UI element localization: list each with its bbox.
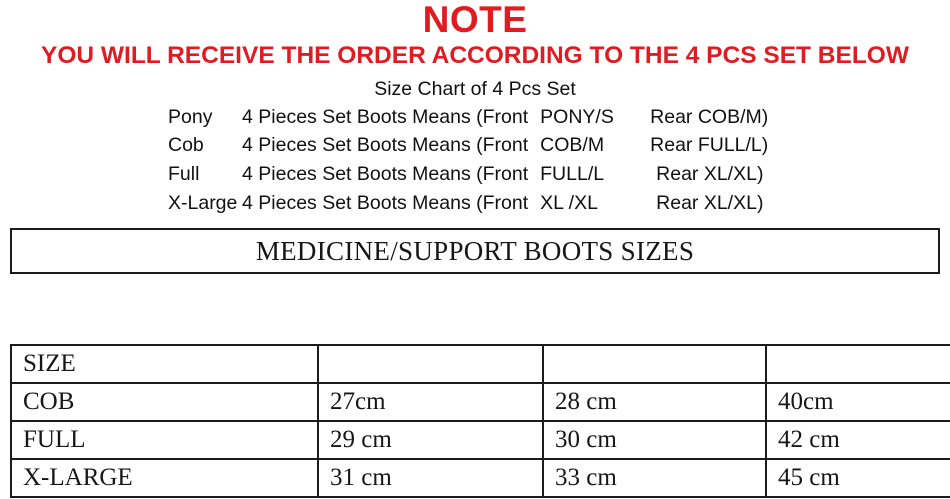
set-row-size: Pony (168, 105, 213, 128)
set-row-front: XL /XL (540, 191, 598, 214)
set-chart-rows (0, 103, 950, 218)
size-chart-page (0, 1, 950, 499)
table-cell: X-LARGE (11, 459, 318, 497)
table-cell: 33 cm (543, 459, 766, 497)
set-row-size: Cob (168, 134, 204, 157)
set-row-front: COB/M (540, 134, 605, 157)
set-row-size: X-Large (168, 191, 238, 214)
table-cell: 29 cm (318, 421, 543, 459)
table-row (11, 383, 950, 421)
note-title: NOTE (422, 0, 528, 40)
set-row-text: 4 Pieces Set Boots Means (Front (242, 134, 529, 157)
table-row (11, 421, 950, 459)
set-chart-row (168, 160, 950, 189)
table-cell: COB (11, 383, 318, 421)
set-row-front: FULL/L (540, 163, 605, 186)
table-cell (766, 345, 950, 383)
table-cell: 27cm (318, 383, 543, 421)
note-subtitle: YOU WILL RECEIVE THE ORDER ACCORDING TO THE 4 PCS SET BELOW (40, 42, 909, 69)
set-row-text: 4 Pieces Set Boots Means (Front (242, 191, 529, 214)
banner-title: MEDICINE/SUPPORT BOOTS SIZES (255, 235, 695, 266)
table-row (11, 459, 950, 497)
set-row-rear: Rear XL/XL) (656, 163, 764, 186)
table-cell: 40cm (766, 383, 950, 421)
set-chart-row (168, 103, 950, 132)
set-row-rear: Rear COB/M) (650, 105, 769, 128)
size-table (10, 344, 950, 498)
table-cell: 30 cm (543, 421, 766, 459)
table-cell (543, 345, 766, 383)
set-row-rear: Rear FULL/L) (650, 134, 769, 157)
table-cell: SIZE (11, 345, 318, 383)
table-row (11, 345, 950, 383)
table-cell (318, 345, 543, 383)
table-cell: 45 cm (766, 459, 950, 497)
table-cell: FULL (11, 421, 318, 459)
set-chart-row (168, 189, 950, 218)
set-chart-row (168, 131, 950, 160)
size-table-wrap (10, 344, 940, 498)
banner-box (10, 228, 940, 274)
set-chart-heading: Size Chart of 4 Pcs Set (374, 77, 576, 100)
set-row-size: Full (168, 163, 200, 186)
table-cell: 28 cm (543, 383, 766, 421)
set-row-text: 4 Pieces Set Boots Means (Front (242, 163, 529, 186)
set-row-rear: Rear XL/XL) (656, 191, 764, 214)
set-row-text: 4 Pieces Set Boots Means (Front (242, 105, 529, 128)
set-row-front: PONY/S (540, 105, 614, 128)
table-cell: 42 cm (766, 421, 950, 459)
table-cell: 31 cm (318, 459, 543, 497)
